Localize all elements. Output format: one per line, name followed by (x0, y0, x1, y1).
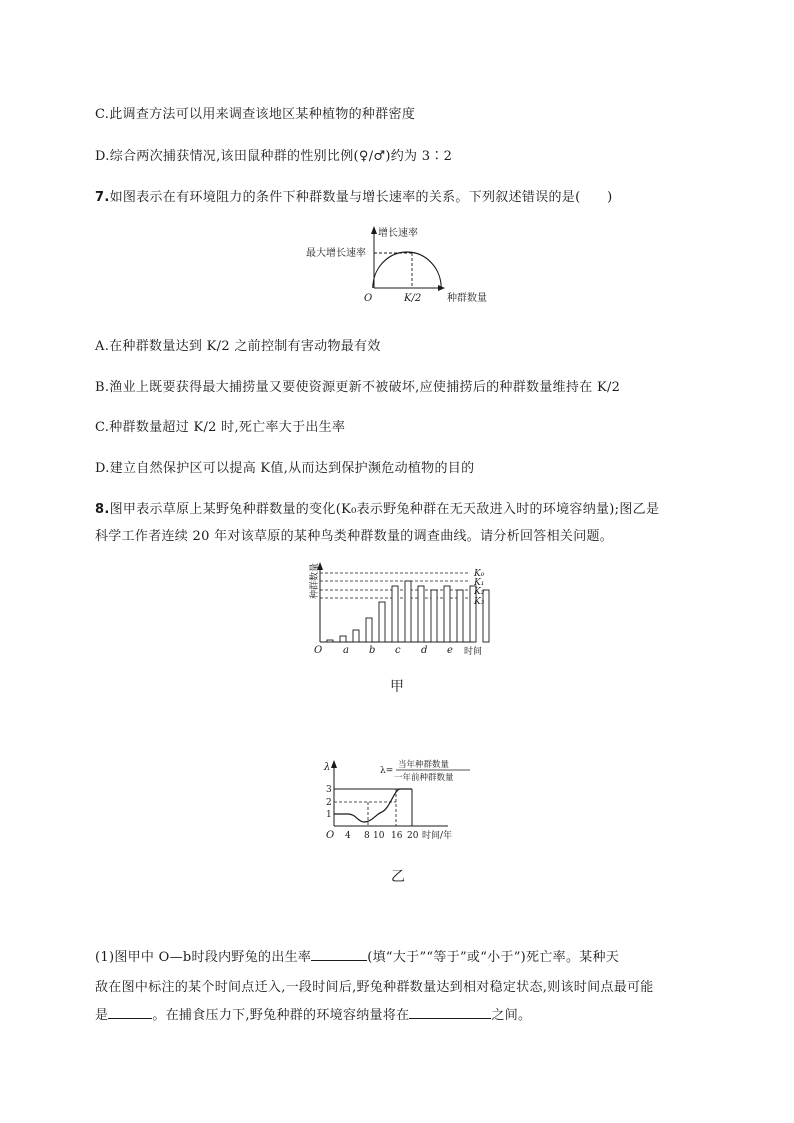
question-8-line-1 (95, 498, 659, 517)
q8-part1-line-1 (95, 946, 619, 965)
jia-xtick-b: b (369, 645, 376, 656)
figure-yi-lambda (320, 758, 480, 844)
yi-xlabel: 时间/年 (422, 831, 453, 841)
jia-xtick-e: e (447, 645, 453, 656)
yi-ylabel: λ (324, 762, 331, 773)
jia-bar (444, 586, 450, 642)
jia-k3: K₃ (474, 597, 485, 607)
fig7-origin: O (364, 293, 373, 304)
question-7 (95, 186, 612, 205)
jia-bar (392, 586, 398, 642)
jia-bar (405, 581, 411, 642)
jia-k0: K₀ (474, 569, 485, 579)
question-8-line-2: 科学工作者连续 20 年对该草原的某种鸟类种群数量的调查曲线。请分析回答相关问题。 (95, 529, 614, 544)
answer-blank-3[interactable] (409, 1006, 491, 1019)
jia-xtick-d: d (421, 645, 428, 656)
jia-bar (431, 590, 437, 642)
q8-part1-line-2: 敌在图中标注的某个时间点迁入,一段时间后,野兔种群数量达到相对稳定状态,则该时间点最可能 (95, 980, 654, 995)
q8-part1-text-d: 是 (95, 1008, 109, 1023)
figure-jia-population (304, 560, 494, 660)
figure-jia-caption: 甲 (390, 679, 404, 695)
q8-part1-line-3 (95, 1004, 531, 1023)
yi-xtick-16: 16 (391, 831, 403, 841)
fig7-k-half: K/2 (404, 293, 422, 304)
answer-blank-1[interactable] (311, 948, 367, 961)
question-7-number: 7. (95, 190, 110, 205)
q8-part1-text-a: (1)图甲中 O—b时段内野兔的出生率 (95, 950, 312, 965)
question-8-text-1: 图甲表示草原上某野兔种群数量的变化(K₀表示野兔种群在无天敌进入时的环境容纳量);图乙是 (109, 502, 660, 517)
jia-xlabel: 时间 (464, 647, 483, 657)
q8-part1-text-b: (填“大于”“等于”或“小于”)死亡率。某种天 (367, 950, 620, 965)
option-b-q7: B.渔业上既要获得最大捕捞量又要使资源更新不被破坏,应使捕捞后的种群数量维持在 K/2 (95, 380, 621, 395)
yi-ytick-1: 1 (326, 810, 332, 820)
fig7-xlabel: 种群数量 (447, 293, 487, 304)
jia-origin: O (314, 645, 323, 656)
yi-origin: O (326, 830, 335, 841)
jia-k2: K₂ (474, 587, 485, 597)
question-8-number: 8. (95, 502, 110, 517)
yi-ytick-3: 3 (326, 785, 332, 795)
option-d-q7: D.建立自然保护区可以提高 K值,从而达到保护濒危动植物的目的 (95, 461, 475, 476)
jia-bar (327, 640, 333, 642)
question-7-text: 如图表示在有环境阻力的条件下种群数量与增长速率的关系。下列叙述错误的是( ) (109, 190, 613, 205)
jia-bar (379, 602, 385, 642)
yi-formula-num: 当年种群数量 (398, 760, 450, 770)
jia-bar (353, 630, 359, 642)
jia-bar (418, 586, 424, 642)
figure-yi-caption: 乙 (391, 869, 405, 885)
q8-part1-text-e: 。在捕食压力下,野兔种群的环境容纳量将在 (152, 1008, 410, 1023)
fig7-max-label: 最大增长速率 (306, 248, 366, 259)
jia-ylabel: 种群数量 (310, 562, 320, 599)
yi-formula-lhs: λ= (380, 766, 394, 776)
answer-blank-2[interactable] (108, 1006, 152, 1019)
yi-xtick-10: 10 (373, 831, 385, 841)
option-c-q7: C.种群数量超过 K/2 时,死亡率大于出生率 (95, 420, 346, 435)
jia-bar (340, 636, 346, 642)
jia-xtick-c: c (395, 645, 401, 656)
yi-xtick-4: 4 (345, 831, 351, 841)
jia-xtick-a: a (343, 645, 349, 656)
yi-xtick-8: 8 (364, 831, 370, 841)
jia-bar (366, 618, 372, 642)
yi-formula-den: 一年前种群数量 (394, 773, 454, 783)
yi-ytick-2: 2 (326, 798, 332, 808)
fig7-ylabel: 增长速率 (378, 228, 418, 239)
option-d-q6: D.综合两次捕获情况,该田鼠种群的性别比例(♀/♂)约为 3∶2 (95, 149, 453, 164)
jia-bar (457, 590, 463, 642)
option-a-q7: A.在种群数量达到 K/2 之前控制有害动物最有效 (95, 339, 381, 354)
growth-rate-figure (300, 222, 500, 310)
yi-xtick-20: 20 (407, 831, 419, 841)
jia-k1: K₁ (474, 578, 485, 588)
q8-part1-text-f: 之间。 (491, 1008, 532, 1023)
option-c-q6: C.此调查方法可以用来调查该地区某种植物的种群密度 (95, 107, 416, 122)
